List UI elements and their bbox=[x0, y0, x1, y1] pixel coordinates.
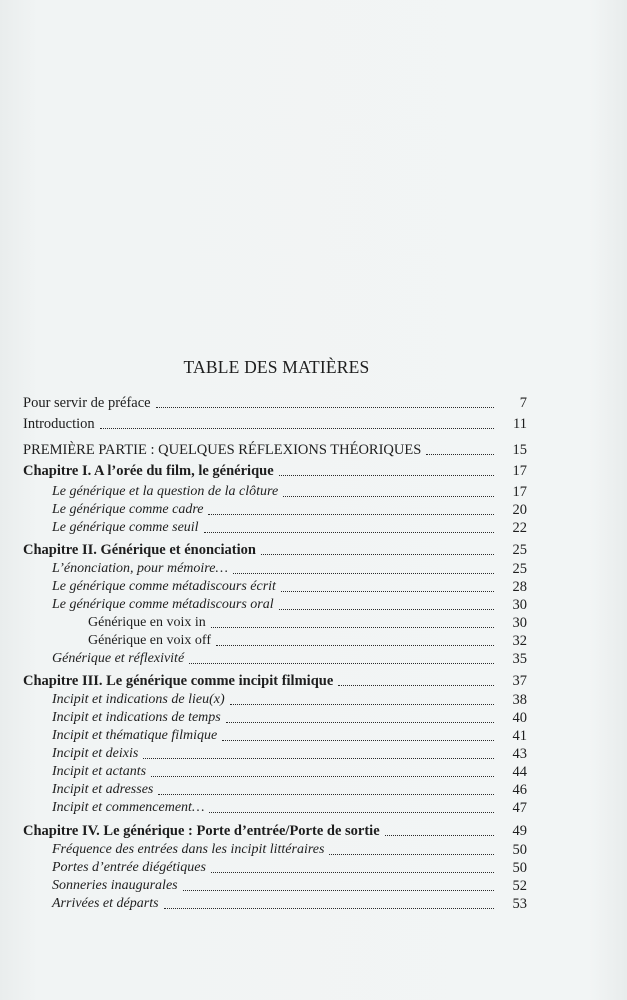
dot-leader bbox=[100, 427, 494, 429]
toc-entry-title: Générique et réflexivité bbox=[52, 651, 185, 666]
toc-entry bbox=[52, 650, 527, 668]
toc-entry-page-number: 17 bbox=[512, 463, 527, 479]
dot-leader bbox=[211, 871, 494, 873]
dot-leader bbox=[222, 739, 494, 741]
toc-entry-title: Pour servir de préface bbox=[23, 395, 151, 411]
toc-entry-page-number: 52 bbox=[512, 878, 527, 894]
toc-entry bbox=[52, 727, 527, 745]
dot-leader bbox=[426, 453, 494, 455]
toc-entry-page-number: 25 bbox=[512, 542, 527, 558]
toc-entry-title: L’énonciation, pour mémoire… bbox=[52, 561, 228, 576]
toc-entry-page-number: 28 bbox=[512, 579, 527, 595]
toc-entry-title: Le générique comme métadiscours oral bbox=[52, 597, 274, 612]
dot-leader bbox=[226, 721, 494, 723]
toc-entry bbox=[52, 483, 527, 501]
toc-entry-title: Portes d’entrée diégétiques bbox=[52, 860, 206, 875]
toc-entry bbox=[52, 745, 527, 763]
toc-entry-page-number: 7 bbox=[519, 395, 527, 411]
toc-entry bbox=[23, 541, 527, 559]
toc-entry-title: Incipit et commencement… bbox=[52, 800, 205, 815]
toc-entry-title: Incipit et indications de lieu(x) bbox=[52, 692, 225, 707]
toc-entry bbox=[88, 632, 527, 650]
toc-entry-page-number: 30 bbox=[512, 615, 527, 631]
toc-entry bbox=[52, 691, 527, 709]
toc-entry-page-number: 49 bbox=[512, 823, 527, 839]
page-title: TABLE DES MATIÈRES bbox=[183, 357, 370, 377]
toc-entry-title: Chapitre IV. Le générique : Porte d’entrée/Porte de sortie bbox=[23, 823, 380, 839]
toc-entry-title: Incipit et indications de temps bbox=[52, 710, 221, 725]
toc-entry-title: Introduction bbox=[23, 416, 95, 432]
toc-entry bbox=[23, 415, 527, 433]
toc-entry-title: Chapitre I. A l’orée du film, le générique bbox=[23, 463, 274, 479]
toc-entry bbox=[52, 519, 527, 537]
toc-entry-page-number: 43 bbox=[512, 746, 527, 762]
toc-entry-page-number: 38 bbox=[512, 692, 527, 708]
toc-entry-page-number: 50 bbox=[512, 842, 527, 858]
toc-entry-title: Chapitre III. Le générique comme incipit filmique bbox=[23, 673, 334, 689]
dot-leader bbox=[143, 757, 494, 759]
dot-leader bbox=[261, 553, 494, 555]
toc-entry-title: Arrivées et départs bbox=[52, 896, 159, 911]
toc-entry-page-number: 44 bbox=[512, 764, 527, 780]
dot-leader bbox=[204, 531, 494, 533]
toc-entry-title: Chapitre II. Générique et énonciation bbox=[23, 542, 256, 558]
toc-entry-page-number: 41 bbox=[512, 728, 527, 744]
dot-leader bbox=[281, 590, 494, 592]
toc-entry-page-number: 35 bbox=[512, 651, 527, 667]
toc-entry-title: Le générique comme métadiscours écrit bbox=[52, 579, 276, 594]
toc-entry bbox=[52, 841, 527, 859]
toc-entry bbox=[52, 859, 527, 877]
toc-entry bbox=[52, 560, 527, 578]
toc-entry-page-number: 15 bbox=[512, 442, 527, 458]
toc-entry bbox=[23, 441, 527, 459]
toc-entry-page-number: 17 bbox=[512, 484, 527, 500]
toc-entry bbox=[52, 877, 527, 895]
toc-entry bbox=[52, 501, 527, 519]
dot-leader bbox=[164, 907, 494, 909]
dot-leader bbox=[233, 572, 494, 574]
dot-leader bbox=[208, 513, 494, 515]
toc-entry-page-number: 53 bbox=[512, 896, 527, 912]
toc-entry bbox=[23, 672, 527, 690]
toc-entry-page-number: 37 bbox=[512, 673, 527, 689]
toc-entry-title: Générique en voix off bbox=[88, 633, 211, 648]
toc-entry bbox=[52, 895, 527, 913]
toc-entry bbox=[52, 763, 527, 781]
toc-entry bbox=[52, 578, 527, 596]
toc-entry bbox=[88, 614, 527, 632]
toc-entry-page-number: 50 bbox=[512, 860, 527, 876]
toc-entry-page-number: 32 bbox=[512, 633, 527, 649]
toc-entry-page-number: 11 bbox=[513, 416, 527, 432]
toc-entry bbox=[52, 596, 527, 614]
dot-leader bbox=[209, 811, 494, 813]
toc-entry-title: PREMIÈRE PARTIE : QUELQUES RÉFLEXIONS THÉORIQUES bbox=[23, 442, 422, 458]
toc-entry-page-number: 47 bbox=[512, 800, 527, 816]
dot-leader bbox=[189, 662, 494, 664]
dot-leader bbox=[283, 495, 494, 497]
dot-leader bbox=[211, 626, 494, 628]
dot-leader bbox=[338, 684, 494, 686]
toc-entry-page-number: 46 bbox=[512, 782, 527, 798]
dot-leader bbox=[385, 834, 494, 836]
dot-leader bbox=[216, 644, 494, 646]
dot-leader bbox=[151, 775, 494, 777]
dot-leader bbox=[230, 703, 494, 705]
dot-leader bbox=[183, 889, 494, 891]
toc-entry-title: Incipit et deixis bbox=[52, 746, 139, 761]
toc-entry-page-number: 20 bbox=[512, 502, 527, 518]
toc-entry-page-number: 25 bbox=[512, 561, 527, 577]
toc-entry-page-number: 22 bbox=[512, 520, 527, 536]
toc-entry-title: Fréquence des entrées dans les incipit littéraires bbox=[52, 842, 325, 857]
toc-entry bbox=[52, 781, 527, 799]
toc-entry-title: Générique en voix in bbox=[88, 615, 206, 630]
toc-entry bbox=[23, 394, 527, 412]
toc-entry-page-number: 30 bbox=[512, 597, 527, 613]
toc-entry bbox=[52, 709, 527, 727]
toc-entry bbox=[23, 822, 527, 840]
dot-leader bbox=[158, 793, 494, 795]
dot-leader bbox=[156, 406, 494, 408]
toc-entry-title: Le générique comme seuil bbox=[52, 520, 199, 535]
toc-entry-title: Incipit et actants bbox=[52, 764, 147, 779]
dot-leader bbox=[279, 474, 494, 476]
dot-leader bbox=[329, 853, 494, 855]
toc-entry bbox=[52, 799, 527, 817]
toc-entry-title: Le générique et la question de la clôture bbox=[52, 484, 279, 499]
toc-entry-title: Incipit et adresses bbox=[52, 782, 154, 797]
dot-leader bbox=[279, 608, 494, 610]
toc-entry bbox=[23, 462, 527, 480]
toc-entry-title: Incipit et thématique filmique bbox=[52, 728, 218, 743]
toc-entry-title: Sonneries inaugurales bbox=[52, 878, 178, 893]
toc-entry-title: Le générique comme cadre bbox=[52, 502, 204, 517]
toc-entry-page-number: 40 bbox=[512, 710, 527, 726]
